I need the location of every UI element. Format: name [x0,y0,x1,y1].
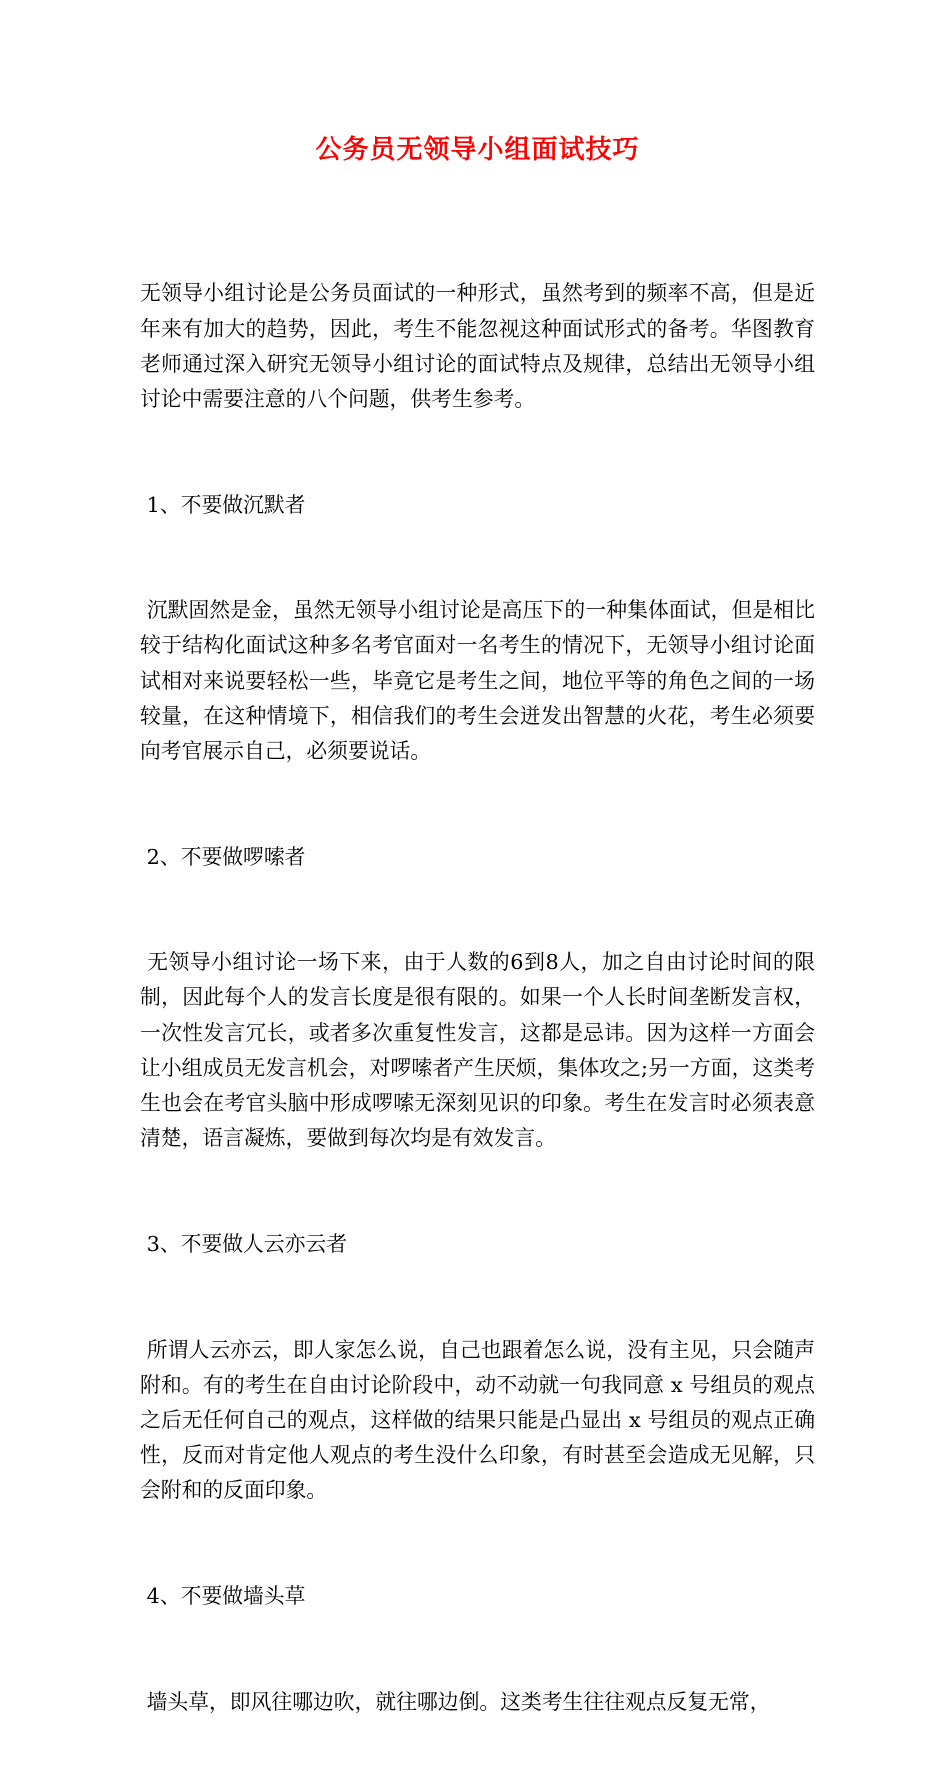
document-title: 公务员无领导小组面试技巧 [315,135,640,165]
section-heading-4: 4、不要做墙头草 [140,1583,306,1608]
document-body [140,206,815,1790]
section-heading-3: 3、不要做人云亦云者 [140,1231,348,1256]
document-page [140,128,815,1790]
section-paragraph-3: 所谓人云亦云，即人家怎么说，自己也跟着怎么说，没有主见，只会随声附和。有的考生在自由讨论阶段中，动不动就一句我同意 x 号组员的观点之后无任何自己的观点，这样做的结果只能是凸显出 x 号组员的观点正确性，反而对肯定他人观点的考生没什么印象，有时甚至会造成无见解，只会附和的反面印象。 [140,1337,815,1503]
section-heading-1: 1、不要做沉默者 [140,492,306,517]
section-paragraph-1: 沉默固然是金，虽然无领导小组讨论是高压下的一种集体面试，但是相比较于结构化面试这种多名考官面对一名考生的情况下，无领导小组讨论面试相对来说要轻松一些，毕竟它是考生之间，地位平等的角色之间的一场较量，在这种情境下，相信我们的考生会迸发出智慧的火花，考生必须要向考官展示自己，必须要说话。 [140,598,815,764]
section-paragraph-4: 墙头草，即风往哪边吹，就往哪边倒。这类考生往往观点反复无常， [140,1689,771,1714]
intro-paragraph: 无领导小组讨论是公务员面试的一种形式，虽然考到的频率不高，但是近年来有加大的趋势，因此，考生不能忽视这种面试形式的备考。华图教育老师通过深入研究无领导小组讨论的面试特点及规律，总结出无领导小组讨论中需要注意的八个问题，供考生参考。 [140,281,815,412]
section-paragraph-2: 无领导小组讨论一场下来，由于人数的6到8人，加之自由讨论时间的限制，因此每个人的发言长度是很有限的。如果一个人长时间垄断发言权，一次性发言冗长，或者多次重复性发言，这都是忌讳。因为这样一方面会让小组成员无发言机会，对啰嗦者产生厌烦，集体攻之;另一方面，这类考生也会在考官头脑中形成啰嗦无深刻见识的印象。考生在发言时必须表意清楚，语言凝炼，要做到每次均是有效发言。 [140,950,815,1151]
section-heading-2: 2、不要做啰嗦者 [140,844,306,869]
